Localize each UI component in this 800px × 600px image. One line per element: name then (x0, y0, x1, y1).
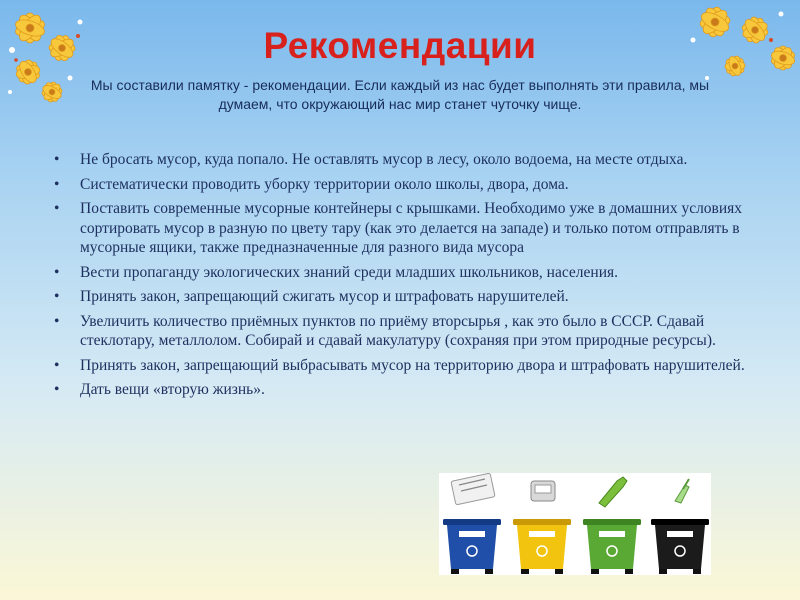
list-item-text: Вести пропаганду экологических знаний среди младших школьников, населения. (80, 263, 619, 281)
list-item (54, 287, 754, 307)
yellow-bin-icon (513, 519, 571, 574)
bullet-icon: • (54, 263, 60, 281)
intro-text: Мы составили памятку - рекомендации. Если каждый из нас будет выполнять эти правила, мы думаем, что окружающий нас мир станет чуточку чище. (90, 77, 710, 112)
recycling-bins-image (439, 473, 711, 575)
list-item (54, 263, 754, 283)
bullet-icon: • (54, 356, 60, 374)
list-item-text: Систематически проводить уборку территории около школы, двора, дома. (80, 175, 569, 193)
list-item-text: Не бросать мусор, куда попало. Не оставлять мусор в лесу, около водоема, на месте отдыха. (80, 151, 688, 168)
black-bin-icon (651, 519, 709, 574)
list-item-text: Поставить современные мусорные контейнеры с крышками. Необходимо уже в домашних условиях сортировать мусор в разную по цвету тару (как это делается на западе) и только потом отправлять в мусорные ящики, также предназначенные для разного вида мусора (80, 200, 743, 256)
list-item (54, 380, 754, 400)
bullet-icon: • (54, 288, 60, 305)
bullet-icon: • (54, 151, 60, 168)
list-item (54, 312, 754, 351)
can-icon (531, 481, 555, 501)
list-item (54, 199, 754, 258)
list-item (54, 175, 754, 195)
glass-bottle-icon (599, 477, 627, 507)
list-item-text: Дать вещи «вторую жизнь». (80, 381, 265, 398)
green-bin-icon (583, 519, 641, 574)
bullet-icon: • (54, 200, 60, 217)
paper-icon (451, 473, 495, 505)
list-item (54, 150, 754, 170)
blue-bin-icon (443, 519, 501, 574)
bullet-icon: • (54, 381, 60, 398)
plastic-bottle-icon (675, 479, 689, 503)
bullet-icon: • (54, 312, 60, 330)
bullet-icon: • (54, 175, 60, 193)
list-item-text: Принять закон, запрещающий выбрасывать мусор на территорию двора и штрафовать нарушителей. (80, 356, 745, 374)
list-item-text: Принять закон, запрещающий сжигать мусор и штрафовать нарушителей. (80, 288, 569, 305)
recommendations-list (54, 150, 754, 405)
list-item (54, 356, 754, 376)
slide-title: Рекомендации (263, 25, 537, 66)
list-item-text: Увеличить количество приёмных пунктов по приёму вторсырья , как это было в СССР. Сдавай стеклотару, металлолом. Собирай и сдавай макулатуру (сохраняя при этом природные ресурсы). (80, 312, 716, 349)
